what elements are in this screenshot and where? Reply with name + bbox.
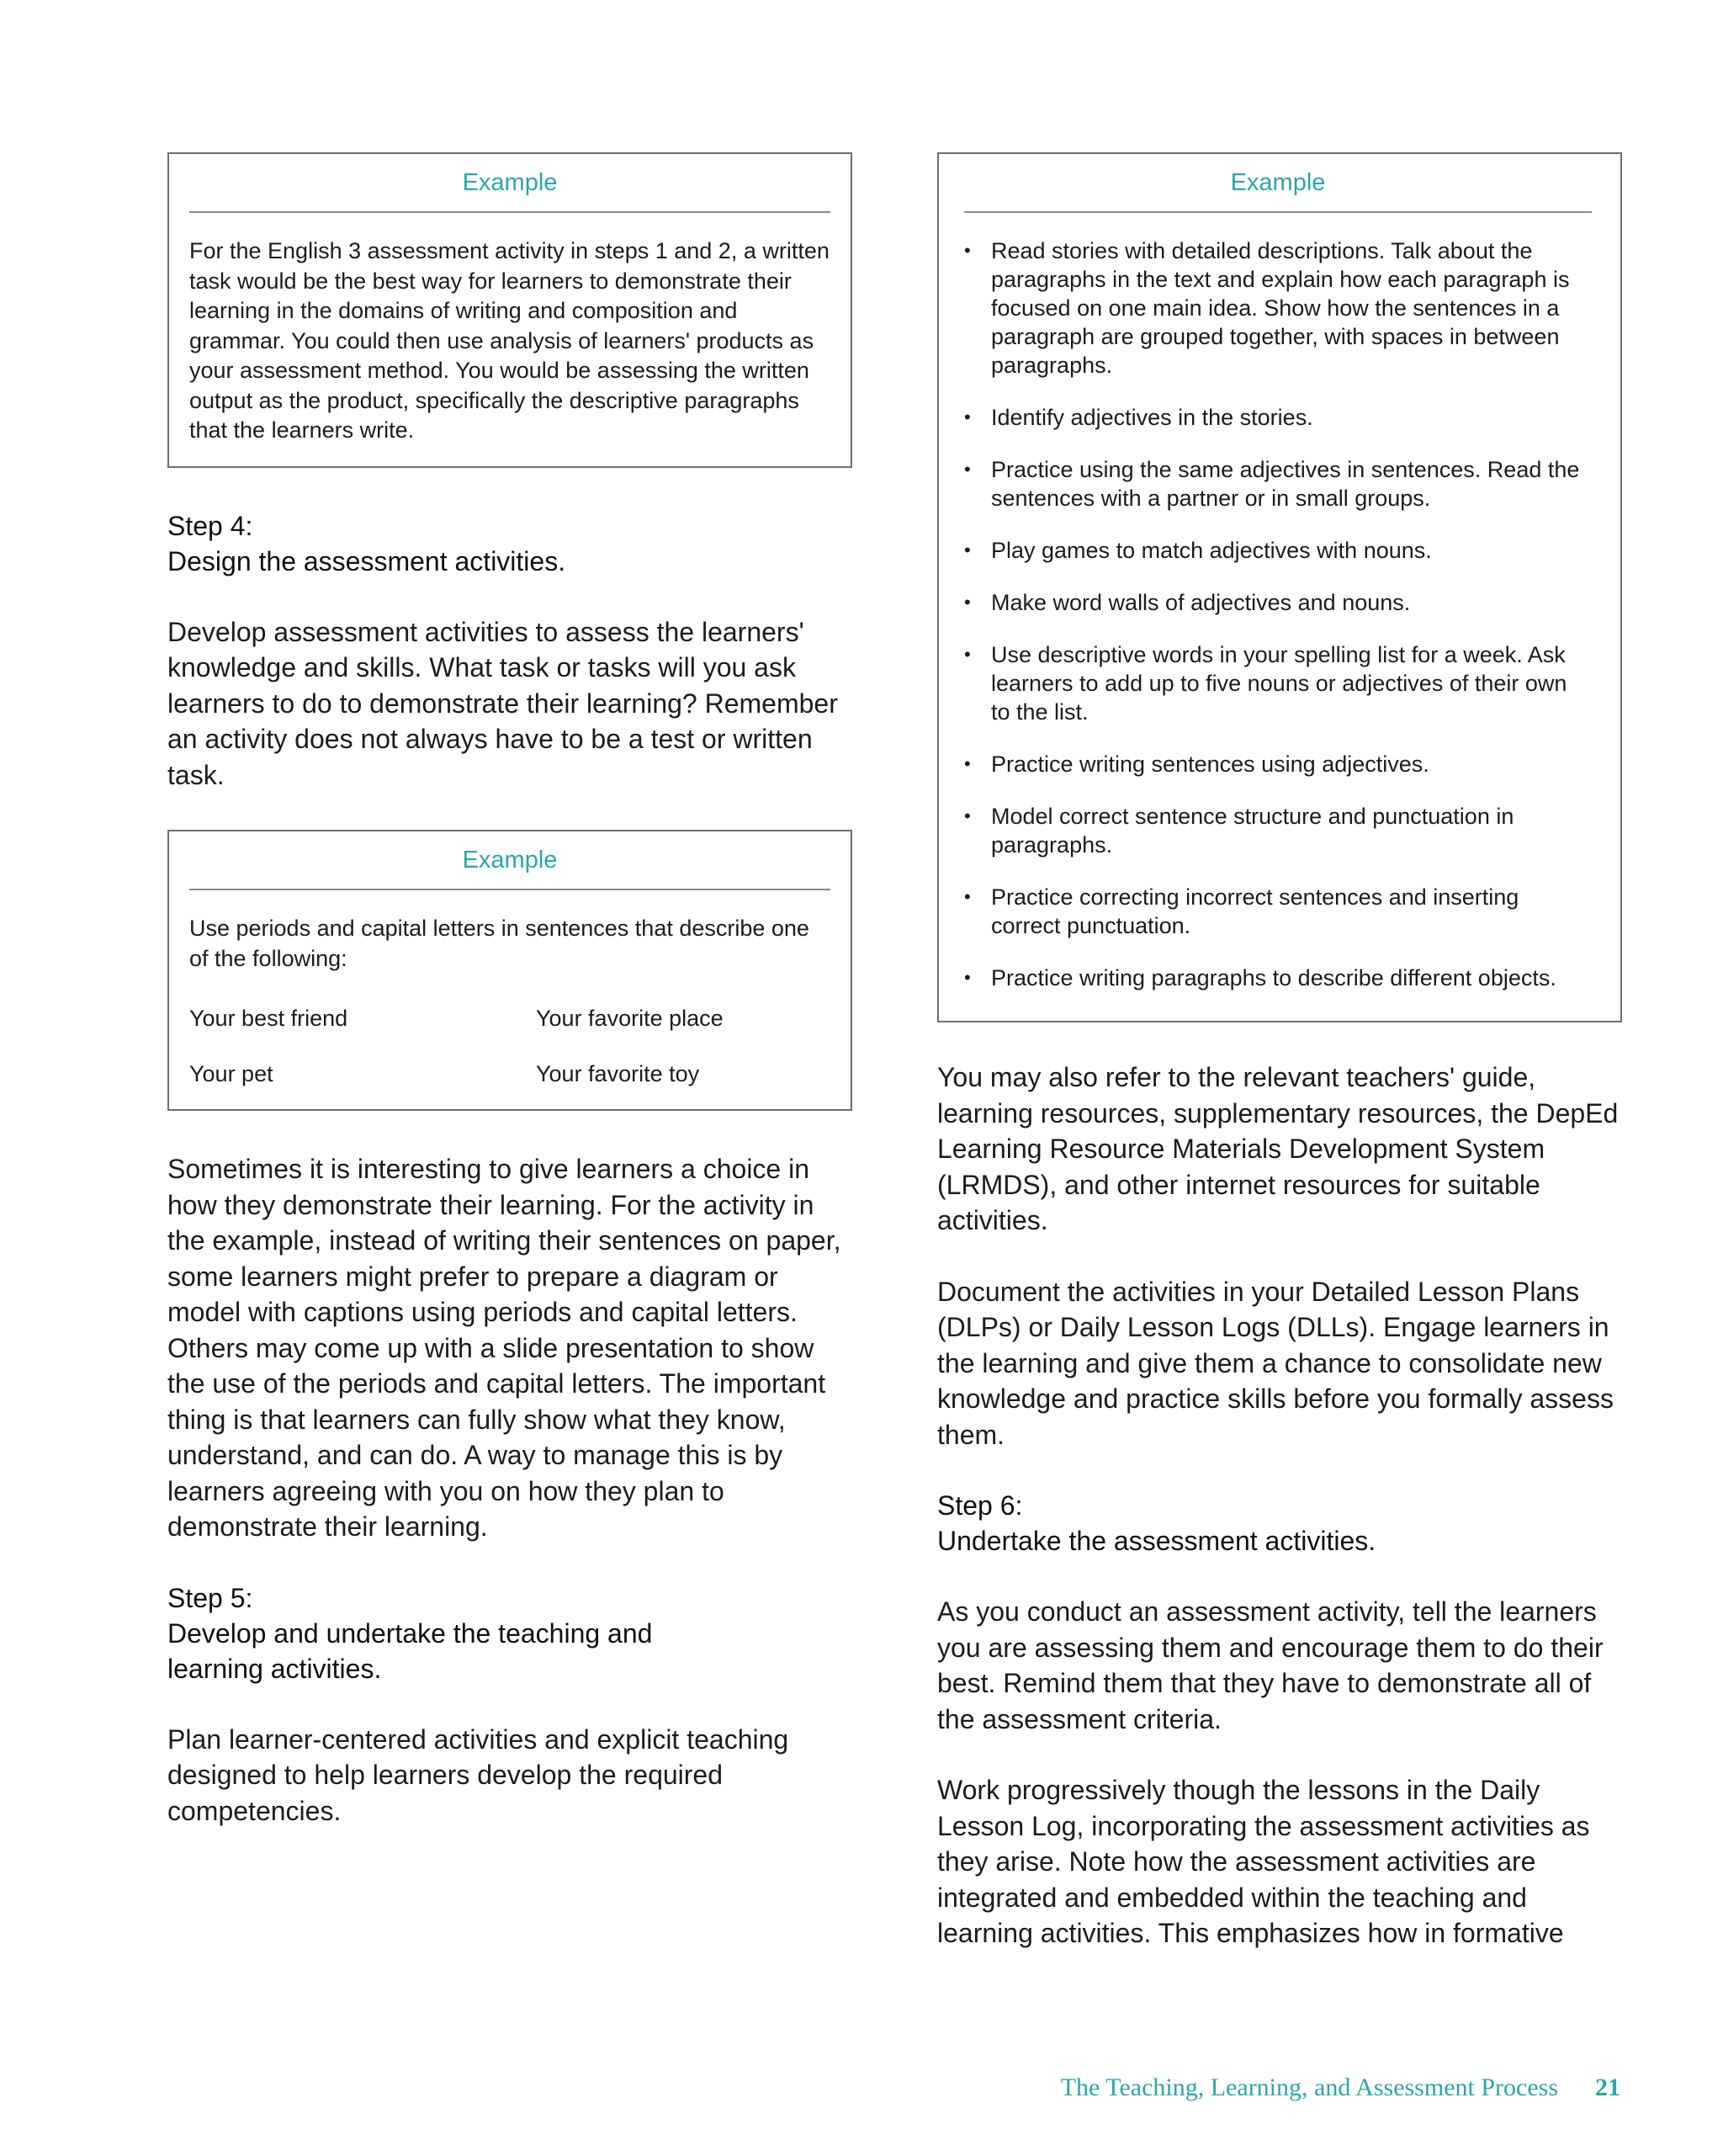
choice-item: Your pet — [189, 1060, 273, 1086]
step-4-title: Design the assessment activities. — [167, 545, 566, 576]
list-item — [964, 236, 1592, 380]
list-item — [964, 536, 1592, 565]
list-item — [964, 403, 1592, 432]
step-6-label: Step 6: — [937, 1490, 1023, 1521]
example-box-activities — [937, 152, 1622, 1022]
bullet-icon: • — [964, 967, 971, 988]
bullet-icon: • — [964, 753, 971, 774]
bullet-icon: • — [964, 539, 971, 560]
list-item — [964, 750, 1592, 778]
list-item — [964, 588, 1592, 617]
step-6 — [937, 1488, 1622, 1952]
document-paragraph: Document the activities in your Detailed Lesson Plans (DLPs) or Daily Lesson Logs (DLLs). Engage learners in the learning and give them a chance to consolidate new knowledge and practice skills before you formally assess them. — [937, 1276, 1614, 1450]
list-item-text: Play games to match adjectives with nouns. — [991, 538, 1432, 563]
bullet-icon: • — [964, 240, 971, 261]
step-6-paragraph-1: As you conduct an assessment activity, tell the learners you are assessing them and encourage them to do their best. Remind them that they have to demonstrate all of the assessment criteria. — [937, 1596, 1604, 1734]
step-6-title: Undertake the assessment activities. — [937, 1526, 1376, 1556]
list-item — [964, 802, 1592, 859]
example-title: Example — [964, 166, 1592, 213]
bullet-icon: • — [964, 886, 971, 907]
list-item — [964, 640, 1592, 726]
list-item — [964, 964, 1592, 992]
list-item-text: Identify adjectives in the stories. — [991, 405, 1313, 430]
example-text: For the English 3 assessment activity in steps 1 and 2, a written task would be the best way for learners to demonstrate their learning in the domains of writing and composition and grammar. You could then use analysis of learners' products as your assessment method. You would be assessing the written output as the product, specifically the descriptive paragraphs that the learners write. — [189, 238, 830, 443]
example-box-periods-capitals — [167, 830, 852, 1111]
choice-item: Your best friend — [189, 1006, 348, 1031]
step-6-paragraph-2: Work progressively though the lessons in the Daily Lesson Log, incorporating the assessment activities as they arise. Note how the assessment activities are integrated and embedded within the teaching and learning activities. This emphasizes how in formative — [937, 1775, 1590, 1948]
bullet-icon: • — [964, 805, 971, 826]
bullet-icon: • — [964, 592, 971, 613]
step-5-paragraph: Plan learner-centered activities and explicit teaching designed to help learners develop the required competencies. — [167, 1723, 789, 1826]
activity-list — [964, 236, 1592, 992]
refer-paragraph: You may also refer to the relevant teachers' guide, learning resources, supplementary resources, the DepEd Learning Resource Materials Development System (LRMDS), and other internet resources for suitable activities. — [937, 1062, 1619, 1235]
bullet-icon: • — [964, 644, 971, 665]
left-column — [167, 152, 852, 1829]
list-item-text: Practice correcting incorrect sentences and inserting correct punctuation. — [991, 884, 1519, 938]
right-column — [937, 152, 1622, 1952]
example-title: Example — [189, 843, 830, 890]
list-item — [964, 883, 1592, 940]
list-item-text: Make word walls of adjectives and nouns. — [991, 590, 1411, 615]
step-4-label: Step 4: — [167, 510, 253, 541]
bullet-icon: • — [964, 459, 971, 480]
list-item-text: Read stories with detailed descriptions. Talk about the paragraphs in the text and explain how each paragraph is focused on one main idea. Show how the sentences in a paragraph are grouped together, with spaces in between paragraphs. — [991, 238, 1570, 378]
step-5-label: Step 5: — [167, 1582, 253, 1613]
step-4 — [167, 508, 852, 794]
page-number: 21 — [1595, 2074, 1620, 2101]
example-choices — [189, 1004, 830, 1089]
bullet-icon: • — [964, 406, 971, 427]
choice-item: Your favorite place — [536, 1006, 724, 1031]
list-item-text: Model correct sentence structure and punctuation in paragraphs. — [991, 804, 1514, 858]
page-footer — [1061, 2071, 1620, 2105]
example-box-written-task — [167, 152, 852, 468]
example-intro: Use periods and capital letters in sentences that describe one of the following: — [189, 916, 809, 971]
list-item — [964, 455, 1592, 512]
list-item-text: Practice writing sentences using adjectives. — [991, 751, 1429, 777]
step-5 — [167, 1580, 852, 1829]
list-item-text: Use descriptive words in your spelling list for a week. Ask learners to add up to five nouns or adjectives of their own to the list. — [991, 642, 1567, 725]
list-item-text: Practice writing paragraphs to describe different objects. — [991, 965, 1556, 990]
step-5-title: Develop and undertake the teaching and learning activities. — [167, 1617, 653, 1684]
choice-item: Your favorite toy — [536, 1060, 700, 1086]
list-item-text: Practice using the same adjectives in sentences. Read the sentences with a partner or in small groups. — [991, 457, 1580, 511]
example-title: Example — [189, 166, 830, 213]
footer-title: The Teaching, Learning, and Assessment Process — [1060, 2074, 1558, 2101]
choice-paragraph: Sometimes it is interesting to give learners a choice in how they demonstrate their learning. For the activity in the example, instead of writing their sentences on paper, some learners might prefer to prepare a diagram or model with captions using periods and capital letters. Others may come up with a slide presentation to show the use of the periods and capital letters. The important thing is that learners can fully show what they know, understand, and can do. A way to manage this is by learners agreeing with you on how they plan to demonstrate their learning. — [167, 1154, 841, 1542]
step-4-paragraph: Develop assessment activities to assess the learners' knowledge and skills. What task or tasks will you ask learners to do to demonstrate their learning? Remember an activity does not always have to be a test or written task. — [167, 616, 838, 790]
